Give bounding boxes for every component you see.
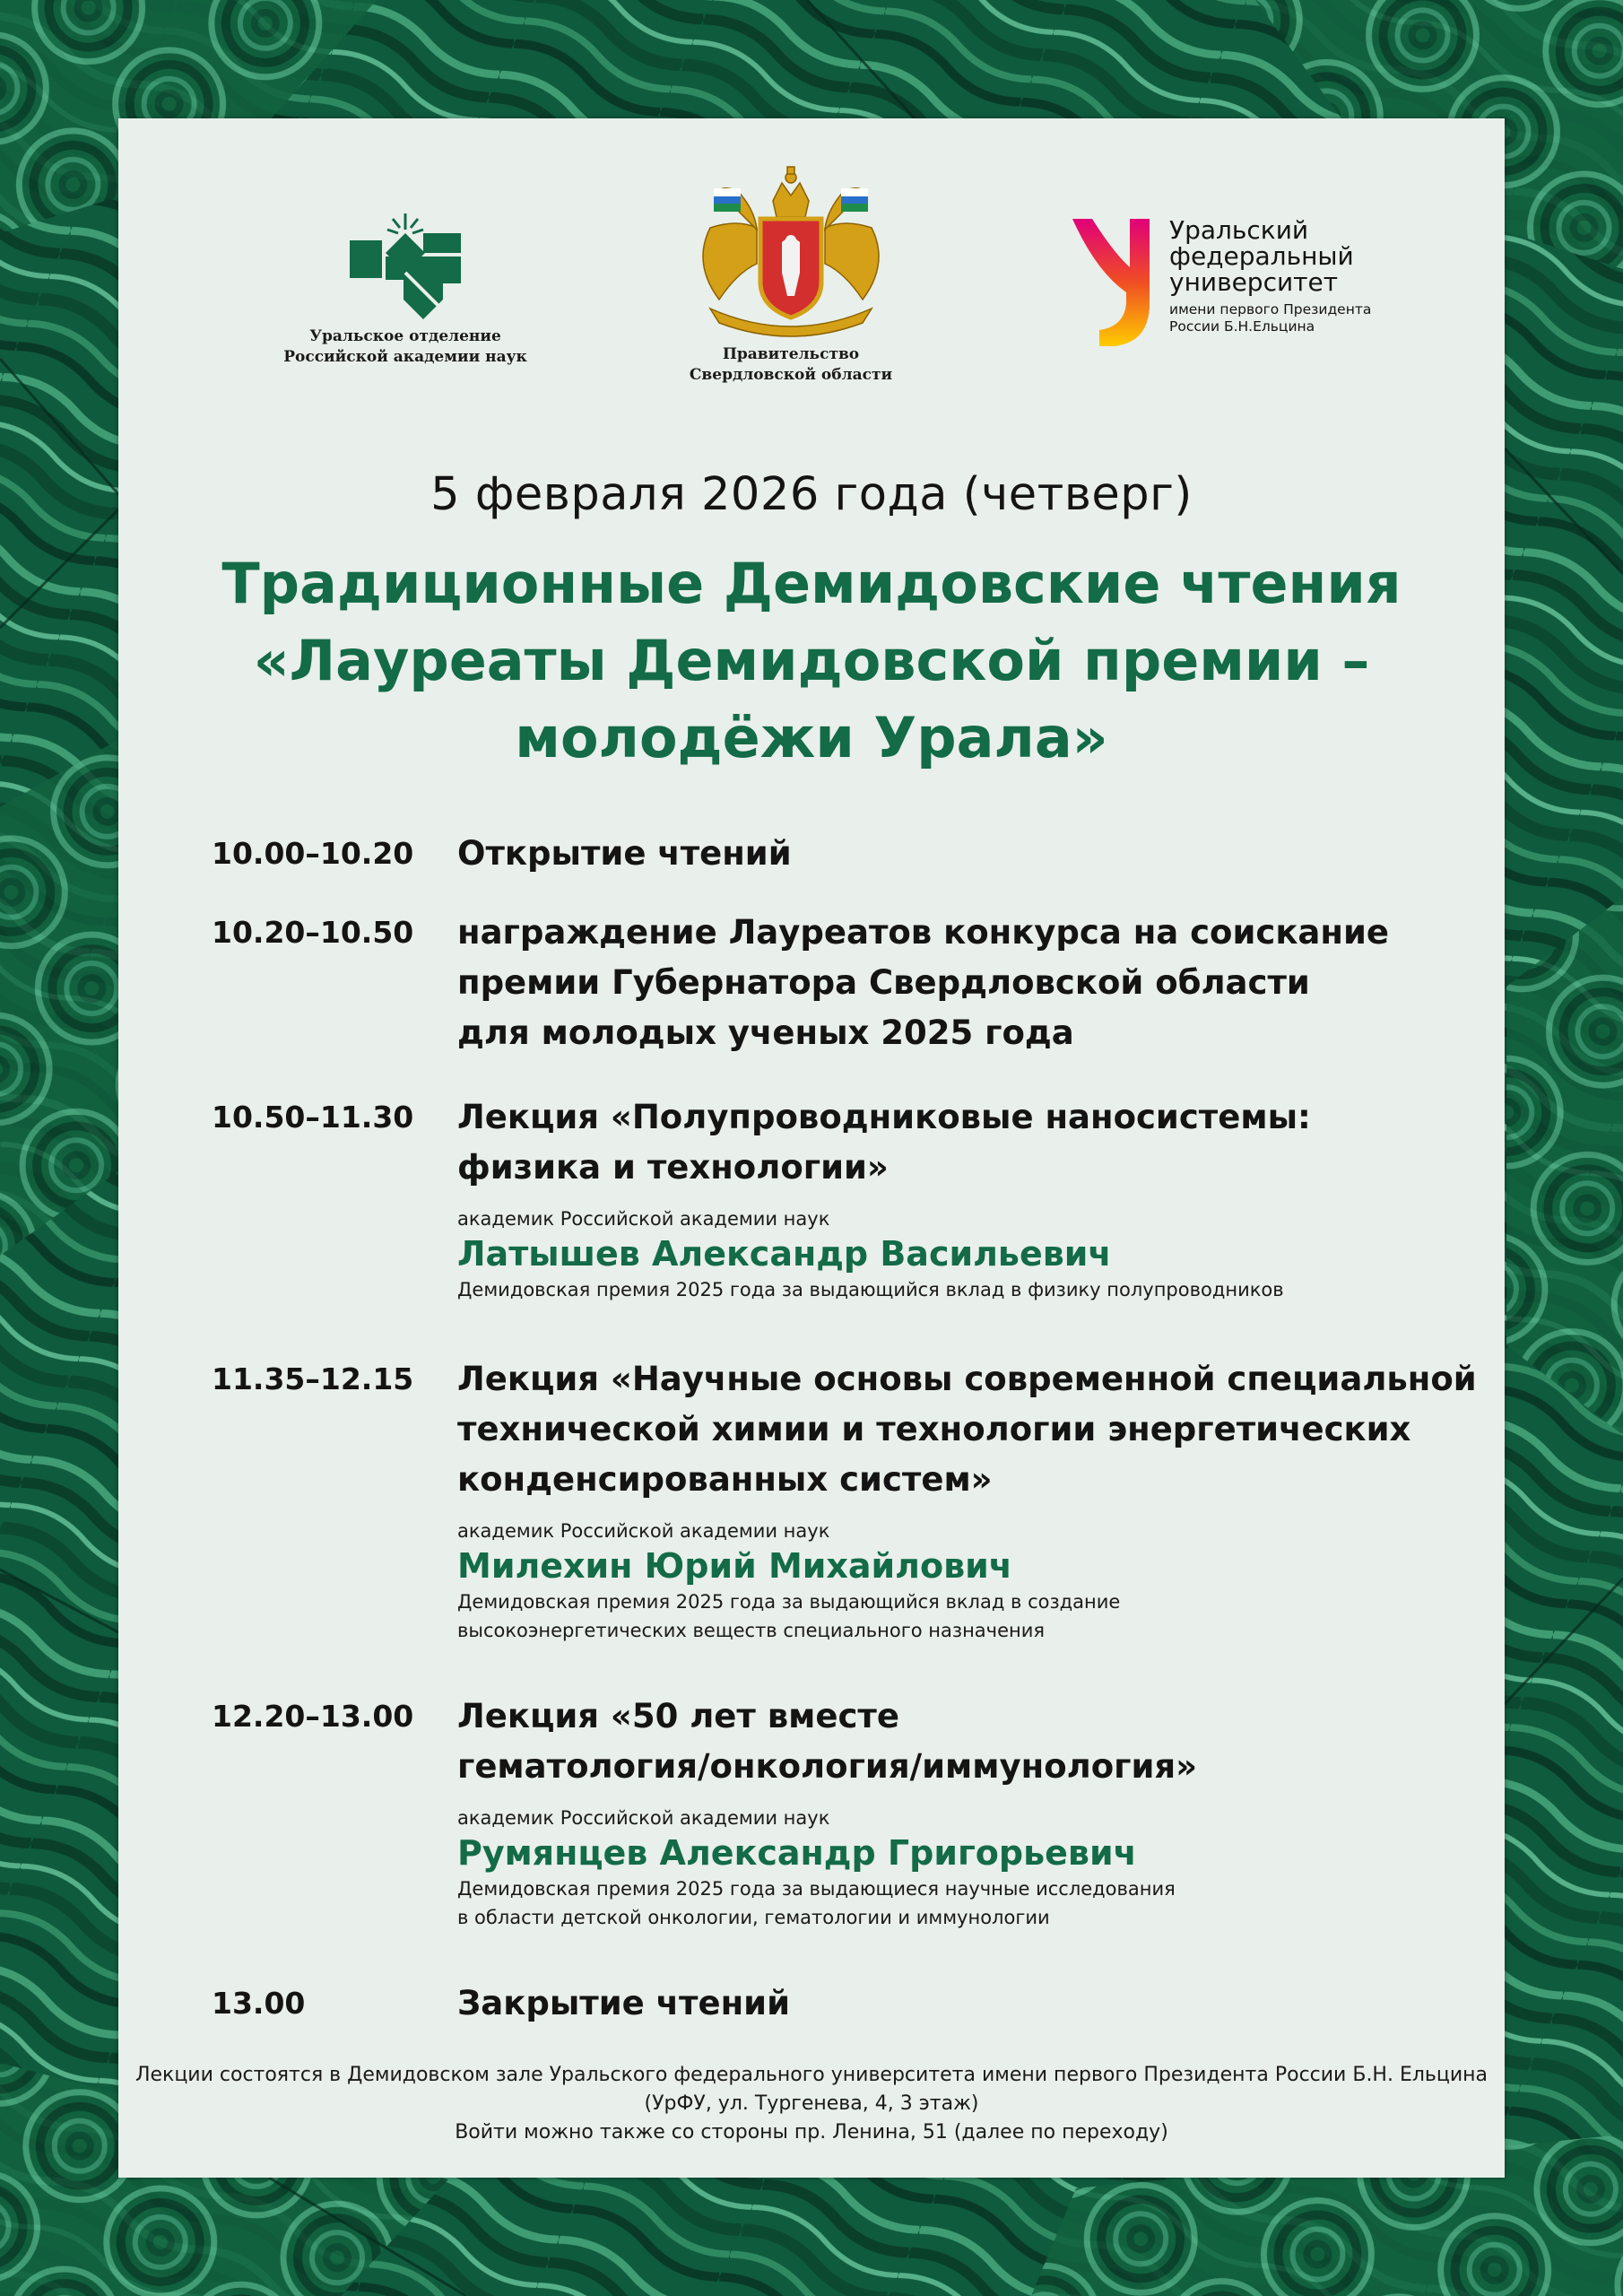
speaker-prize: в области детской онкологии, гематологии и иммунологии bbox=[457, 1907, 1050, 1928]
lecture-title: гематология/онкология/иммунология» bbox=[457, 1747, 1198, 1786]
speaker-name: Румянцев Александр Григорьевич bbox=[457, 1833, 1137, 1873]
sverdlovsk-government-logo bbox=[665, 165, 916, 386]
program-heading: награждение Лауреатов конкурса на соискание bbox=[457, 913, 1389, 952]
lecture-title: Лекция «Полупроводниковые наносистемы: bbox=[457, 1098, 1311, 1136]
ras-ural-branch-logo bbox=[280, 206, 531, 368]
program-heading: Закрытие чтений bbox=[457, 1984, 791, 2022]
event-title-line1: Традиционные Демидовские чтения bbox=[221, 551, 1402, 616]
venue-line1: Лекции состоятся в Демидовском зале Уральского федерального университета имени первого Президента России Б.Н. Ельцина bbox=[135, 2064, 1488, 2086]
ras-emblem-icon bbox=[334, 206, 477, 323]
program-content bbox=[457, 908, 1480, 1058]
program-time: 12.20–13.00 bbox=[212, 1699, 414, 1734]
gov-caption-line2: Свердловской области bbox=[689, 366, 893, 384]
program-time: 10.50–11.30 bbox=[212, 1100, 414, 1135]
program-content bbox=[457, 1092, 1480, 1304]
program-heading: Открытие чтений bbox=[457, 834, 792, 873]
speaker-prize: Демидовская премия 2025 года за выдающийся вклад в создание bbox=[457, 1591, 1121, 1613]
venue-footer bbox=[118, 2061, 1505, 2147]
urfu-name: Уральский федеральный университет bbox=[1169, 215, 1354, 297]
program-heading: для молодых ученых 2025 года bbox=[457, 1013, 1074, 1052]
program-content bbox=[457, 1692, 1480, 1932]
speaker-prize: Демидовская премия 2025 года за выдающиеся научные исследования bbox=[457, 1878, 1176, 1900]
lecture-title: Лекция «50 лет вместе bbox=[457, 1697, 899, 1735]
urfu-subtitle: имени первого Президента России Б.Н.Ельцина bbox=[1169, 301, 1372, 335]
gov-caption-line1: Правительство bbox=[722, 345, 860, 363]
program-content bbox=[457, 829, 1480, 879]
coat-of-arms-icon bbox=[674, 165, 907, 341]
ras-caption-line2: Российской академии наук bbox=[283, 348, 527, 366]
ras-caption-line1: Уральское отделение bbox=[309, 327, 501, 345]
urfu-logo bbox=[1069, 217, 1392, 352]
venue-line3: Войти можно также со стороны пр. Ленина, 51 (далее по переходу) bbox=[455, 2121, 1168, 2144]
speaker-role: академик Российской академии наук bbox=[457, 1208, 830, 1230]
program-content bbox=[457, 1354, 1480, 1645]
program-time: 10.20–10.50 bbox=[212, 915, 414, 950]
event-date: 5 февраля 2026 года (четверг) bbox=[430, 468, 1193, 521]
speaker-name: Милехин Юрий Михайлович bbox=[457, 1546, 1012, 1586]
speaker-role: академик Российской академии наук bbox=[457, 1807, 830, 1829]
program-time: 11.35–12.15 bbox=[212, 1361, 414, 1396]
program-content bbox=[457, 1979, 1480, 2029]
speaker-prize: Демидовская премия 2025 года за выдающийся вклад в физику полупроводников bbox=[457, 1279, 1284, 1300]
program-time: 13.00 bbox=[212, 1986, 306, 2021]
speaker-role: академик Российской академии наук bbox=[457, 1520, 830, 1542]
lecture-title: конденсированных систем» bbox=[457, 1460, 993, 1499]
speaker-name: Латышев Александр Васильевич bbox=[457, 1234, 1112, 1274]
lecture-title: Лекция «Научные основы современной специальной bbox=[457, 1360, 1477, 1398]
urfu-u-icon bbox=[1069, 217, 1155, 352]
event-title bbox=[118, 545, 1505, 777]
ras-caption bbox=[280, 326, 531, 368]
poster-sheet bbox=[118, 118, 1505, 2178]
program-time: 10.00–10.20 bbox=[212, 836, 414, 871]
lecture-title: технической химии и технологии энергетических bbox=[457, 1410, 1411, 1448]
program-heading: премии Губернатора Свердловской области bbox=[457, 963, 1310, 1002]
event-title-line3: молодёжи Урала» bbox=[515, 705, 1108, 770]
lecture-title: физика и технологии» bbox=[457, 1148, 889, 1187]
event-title-line2: «Лауреаты Демидовской премии – bbox=[253, 628, 1370, 693]
speaker-prize: высокоэнергетических веществ специального назначения bbox=[457, 1620, 1045, 1641]
gov-caption bbox=[665, 344, 916, 386]
venue-line2: (УрФУ, ул. Тургенева, 4, 3 этаж) bbox=[644, 2092, 979, 2115]
